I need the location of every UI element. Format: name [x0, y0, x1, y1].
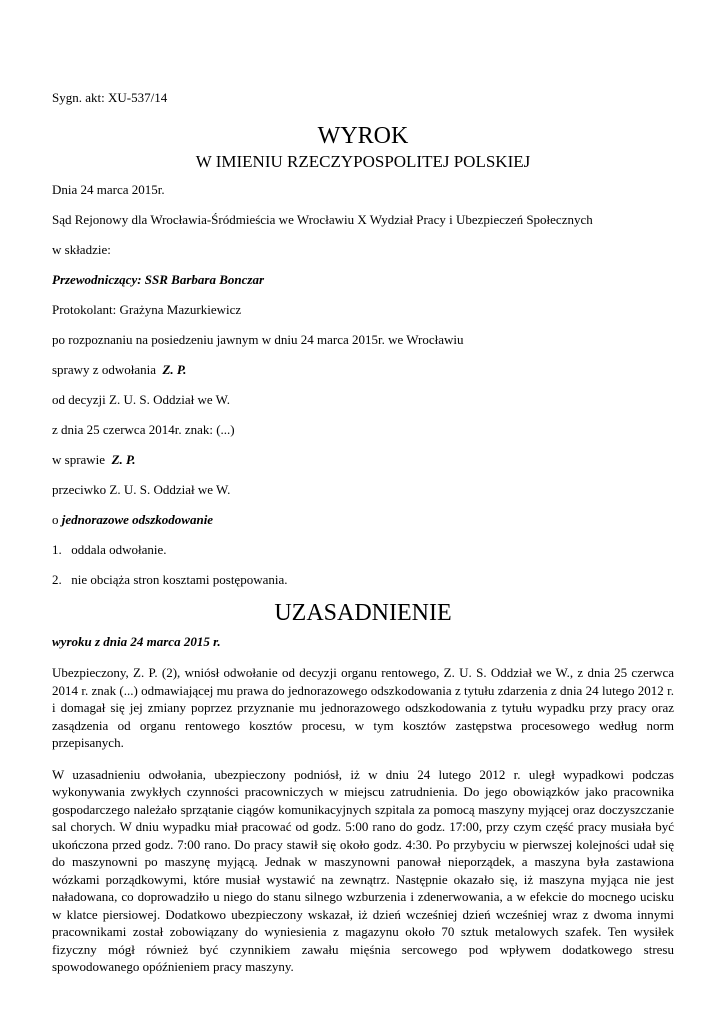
ruling-number: 1. — [52, 542, 62, 557]
court-clerk: Protokolant: Grażyna Mazurkiewicz — [52, 302, 242, 317]
appeal-party: Z. P. — [162, 362, 187, 377]
ruling-item — [52, 542, 674, 558]
court-name: Sąd Rejonowy dla Wrocławia-Śródmieścia we Wrocławiu X Wydział Pracy i Ubezpieczeń Społecznych — [52, 212, 593, 227]
ruling-text: oddala odwołanie. — [71, 542, 167, 557]
document-subtitle: W IMIENIU RZECZYPOSPOLITEJ POLSKIEJ — [195, 152, 531, 171]
composition-label: w składzie: — [52, 242, 111, 257]
verdict-date: Dnia 24 marca 2015r. — [52, 182, 165, 197]
case-prefix: w sprawie — [52, 452, 106, 467]
justification-paragraph: Ubezpieczony, Z. P. (2), wniósł odwołanie od decyzji organu rentowego, Z. U. S. Oddział we W., z dnia 25 czerwca 2014 r. znak (...) odmawiającej mu prawa do jednorazowego odszkodowania z tytułu zdarzenia z dnia 24 lutego 2012 r. i domagał się jej zmiany poprzez przyznanie mu jednorazowego odszkodowania z tytułu wypadku przy pracy oraz zasądzenia od organu rentowego kosztów procesu, w tym kosztów zastępstwa procesowego według norm przepisanych. — [52, 665, 674, 750]
appeal-prefix: sprawy z odwołania — [52, 362, 156, 377]
appeal-line — [52, 362, 674, 378]
ruling-item — [52, 572, 674, 588]
against-line: przeciwko Z. U. S. Oddział we W. — [52, 482, 231, 497]
document-page — [52, 0, 674, 976]
subject-text: jednorazowe odszkodowanie — [61, 512, 214, 527]
ruling-text: nie obciąża stron kosztami postępowania. — [71, 572, 288, 587]
subject-prefix: o — [52, 512, 59, 527]
hearing-info: po rozpoznaniu na posiedzeniu jawnym w dniu 24 marca 2015r. we Wrocławiu — [52, 332, 464, 347]
decision-from: od decyzji Z. U. S. Oddział we W. — [52, 392, 230, 407]
case-line — [52, 452, 674, 468]
justification-subtitle: wyroku z dnia 24 marca 2015 r. — [52, 634, 221, 649]
case-party: Z. P. — [111, 452, 136, 467]
justification-paragraph: W uzasadnieniu odwołania, ubezpieczony podniósł, iż w dniu 24 lutego 2012 r. uległ wypadkowi podczas wykonywania zwykłych czynności pracowniczych w miejscu zatrudnienia. Do jego obowiązków jako pracownika gospodarczego należało sprzątanie ciągów komunikacyjnych szpitala za pomocą maszyny myjącej oraz doczyszczanie sal chorych. W dniu wypadku miał pracować od godz. 5:00 rano do godz. 17:00, przy czym część pracy musiała być ukończona przed godz. 7:00 rano. Do pracy stawił się około godz. 4:30. Po przybyciu w pierwszej kolejności udał się do maszynowni po maszynę myjącą. Jednak w maszynowni panował nieporządek, a maszyna była zastawiona wózkami porządkowymi, które musiał wystawić na zewnątrz. Następnie okazało się, iż maszyna myjąca nie jest naładowana, co doprowadziło u niego do stanu silnego wzburzenia i zdenerwowania, a w efekcie do mocnego ucisku w klatce piersiowej. Dodatkowo ubezpieczony wskazał, iż dzień wcześniej dzień wcześniej wraz z dwoma innymi pracownikami został zobowiązany do wyniesienia z magazynu około 70 sztuk metalowych szafek. Ten wysiłek fizyczny mógł również być czynnikiem zawału mięśnia sercowego pod wpływem dodatkowego stresu spowodowanego opóźnieniem pracy maszyny. — [52, 766, 674, 974]
document-title: WYROK — [317, 123, 409, 149]
subject-line — [52, 512, 674, 528]
decision-date: z dnia 25 czerwca 2014r. znak: (...) — [52, 422, 235, 437]
case-signature: Sygn. akt: XU-537/14 — [52, 90, 168, 105]
justification-title: UZASADNIENIE — [274, 600, 452, 626]
ruling-number: 2. — [52, 572, 62, 587]
presiding-judge: Przewodniczący: SSR Barbara Bonczar — [52, 272, 264, 287]
